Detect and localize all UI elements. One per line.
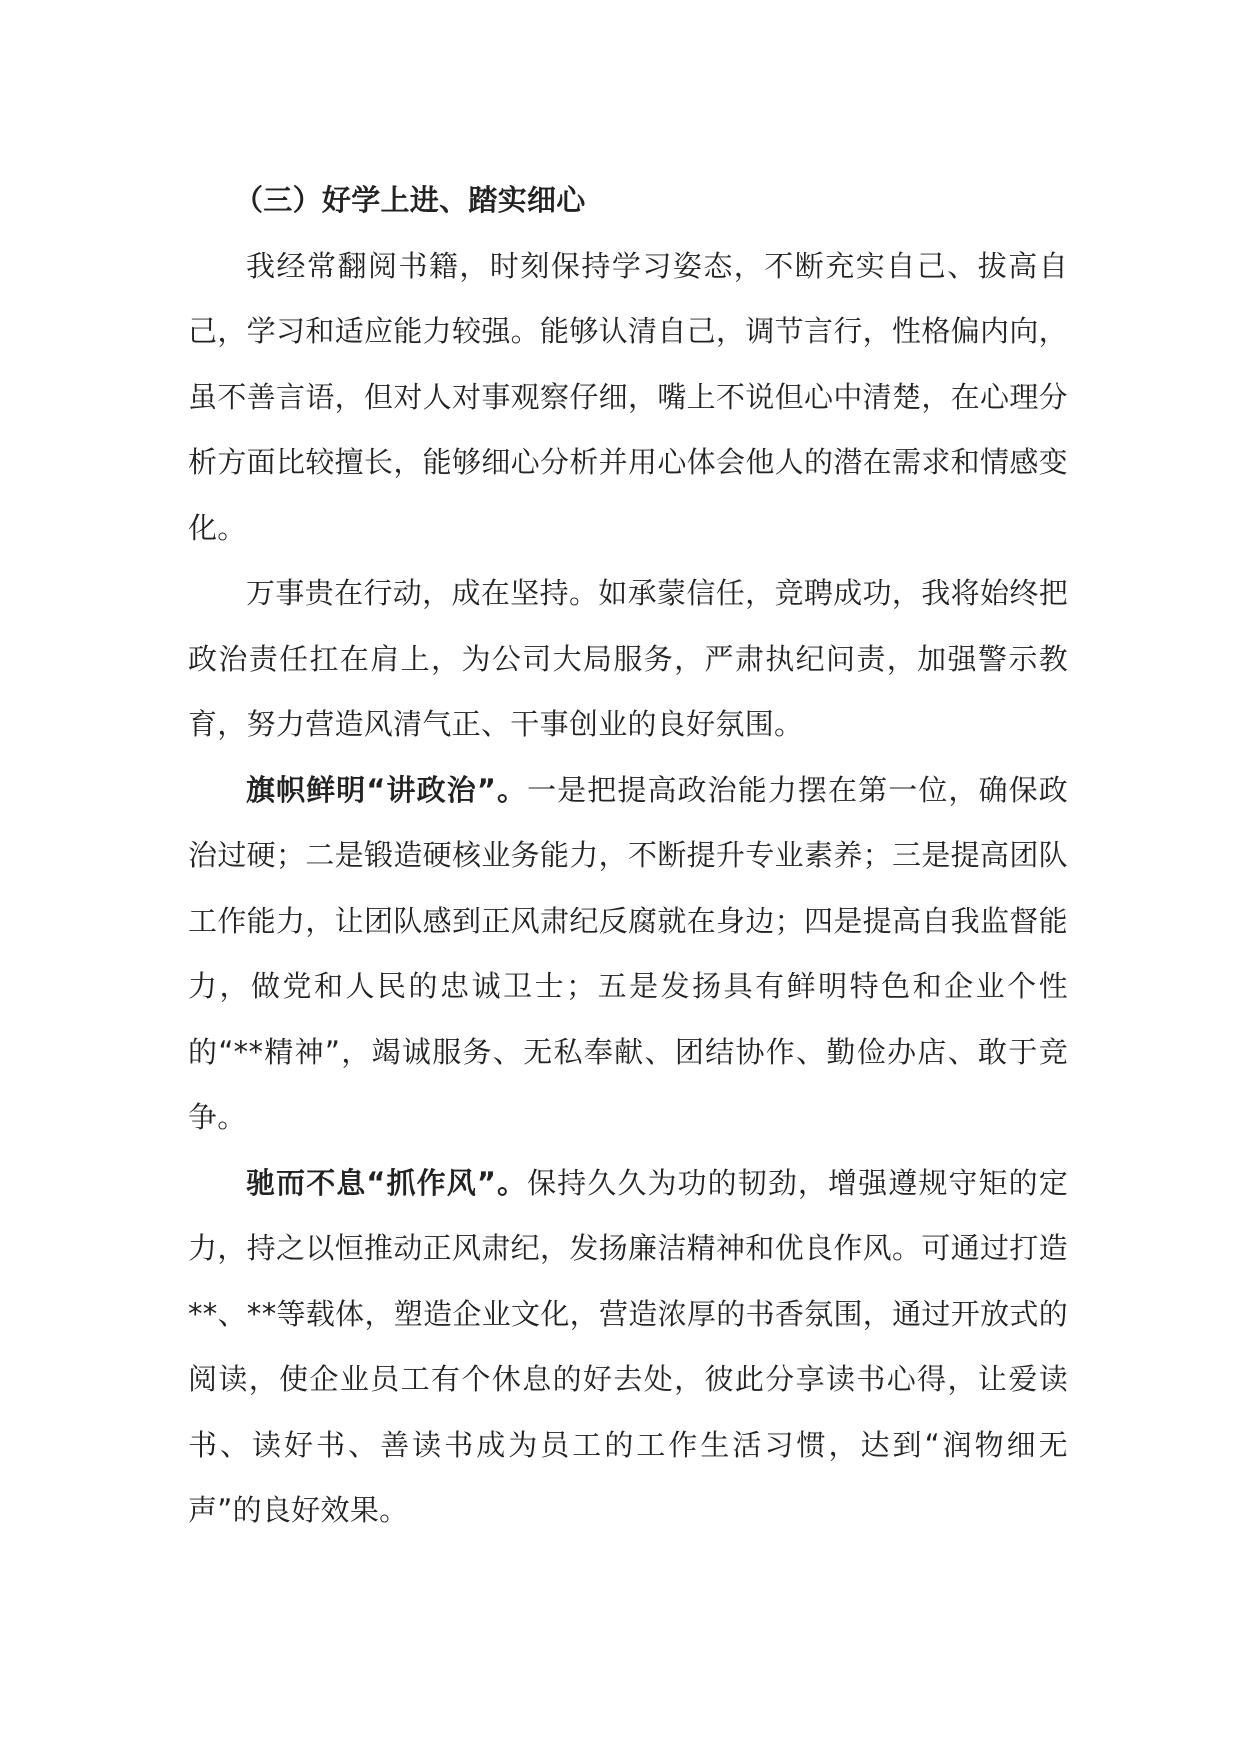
paragraph-commitment bbox=[188, 561, 1068, 758]
document-body bbox=[188, 168, 1068, 1544]
paragraph-style-text: 保持久久为功的韧劲，增强遵规守矩的定力，持之以恒推动正风肃纪，发扬廉洁精神和优良作风。可通过打造 **、**等载体，塑造企业文化，营造浓厚的书香氛围，通过开放式的阅读，使企业员工有个休息的好去处，彼此分享读书心得，让爱读书、读好书、善读书成为员工的工作生活习惯，达到“润物细无声”的良好效果。 bbox=[188, 1165, 1068, 1527]
section-heading: （三）好学上进、踏实细心 bbox=[234, 183, 586, 217]
paragraph-politics-lead: 旗帜鲜明“讲政治”。 bbox=[246, 772, 528, 807]
paragraph-style-lead: 驰而不息“抓作风”。 bbox=[246, 1165, 528, 1200]
paragraph-politics-text: 一是把提高政治能力摆在第一位，确保政治过硬；二是锻造硬核业务能力，不断提升专业素养；三是提高团队工作能力，让团队感到正风肃纪反腐就在身边；四是提高自我监督能力，做党和人民的忠诚卫士；五是发扬具有鲜明特色和企业个性的“**精神”，竭诚服务、无私奉献、团结协作、勤俭办店、敢于竞争。 bbox=[188, 772, 1068, 1134]
paragraph-politics bbox=[188, 758, 1068, 1151]
paragraph-study-text: 我经常翻阅书籍，时刻保持学习姿态，不断充实自己、拔高自己，学习和适应能力较强。能够认清自己，调节言行，性格偏内向，虽不善言语，但对人对事观察仔细，嘴上不说但心中清楚，在心理分析方面比较擅长，能够细心分析并用心体会他人的潜在需求和情感变化。 bbox=[188, 248, 1068, 545]
paragraph-study bbox=[188, 234, 1068, 562]
paragraph-style bbox=[188, 1151, 1068, 1544]
paragraph-commitment-text: 万事贵在行动，成在坚持。如承蒙信任，竞聘成功，我将始终把政治责任扛在肩上，为公司大局服务，严肃执纪问责，加强警示教育，努力营造风清气正、干事创业的良好氛围。 bbox=[188, 576, 1068, 741]
